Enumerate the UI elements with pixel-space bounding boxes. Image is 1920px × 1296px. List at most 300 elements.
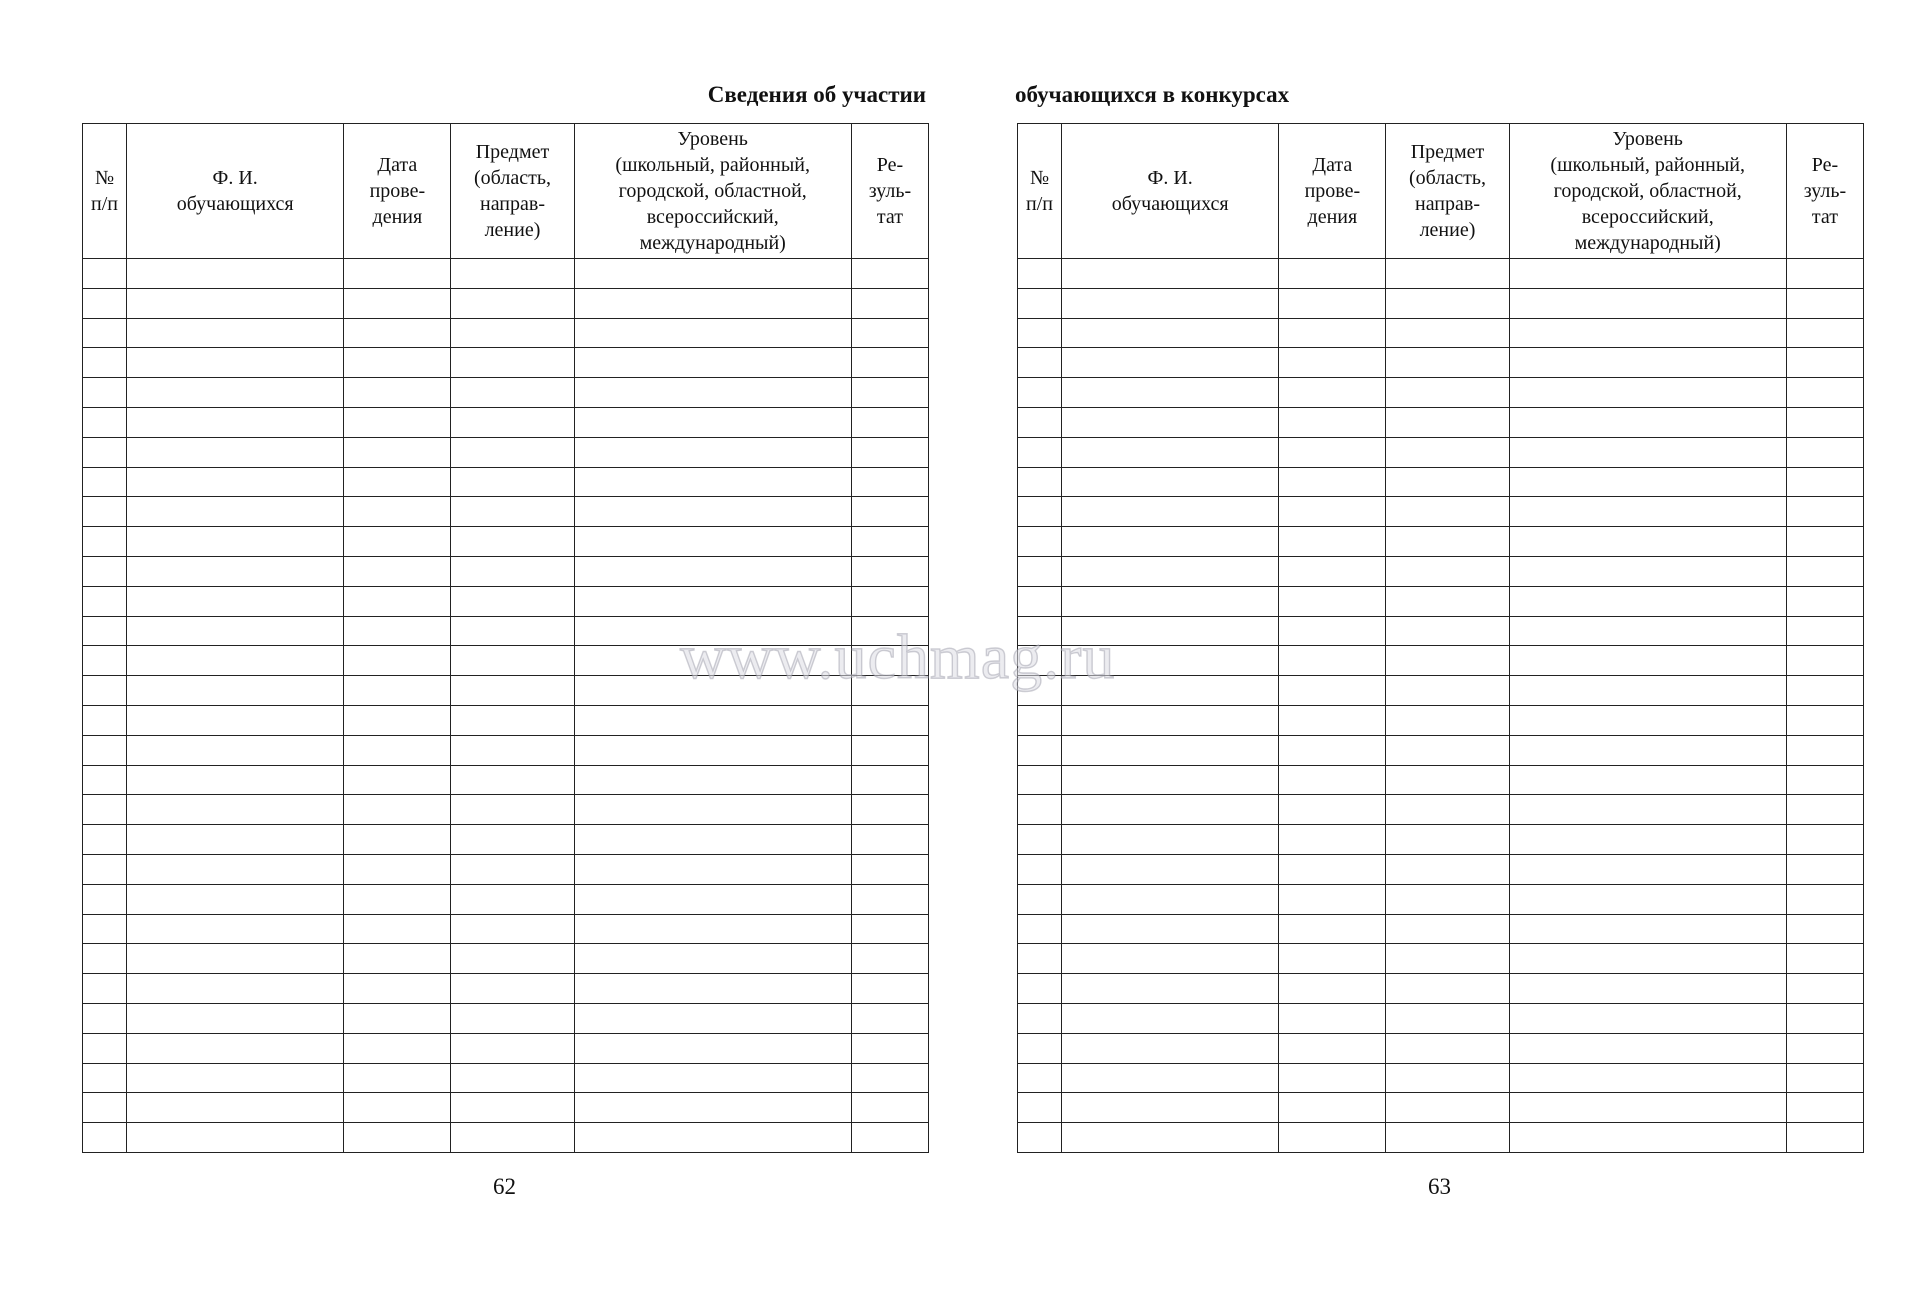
cell-name[interactable] bbox=[127, 586, 344, 616]
cell-num[interactable] bbox=[1018, 825, 1062, 855]
cell-subject[interactable] bbox=[451, 1063, 574, 1093]
cell-name[interactable] bbox=[127, 795, 344, 825]
cell-level[interactable] bbox=[1509, 974, 1786, 1004]
cell-level[interactable] bbox=[1509, 1123, 1786, 1153]
cell-name[interactable] bbox=[1062, 497, 1279, 527]
cell-date[interactable] bbox=[344, 795, 451, 825]
cell-name[interactable] bbox=[1062, 974, 1279, 1004]
cell-subject[interactable] bbox=[451, 735, 574, 765]
cell-result[interactable] bbox=[851, 1033, 928, 1063]
cell-name[interactable] bbox=[127, 527, 344, 557]
cell-level[interactable] bbox=[574, 1093, 851, 1123]
cell-subject[interactable] bbox=[1386, 288, 1509, 318]
cell-date[interactable] bbox=[1279, 795, 1386, 825]
cell-subject[interactable] bbox=[1386, 586, 1509, 616]
cell-level[interactable] bbox=[574, 348, 851, 378]
cell-subject[interactable] bbox=[451, 497, 574, 527]
cell-subject[interactable] bbox=[451, 884, 574, 914]
cell-num[interactable] bbox=[83, 914, 127, 944]
cell-date[interactable] bbox=[1279, 1033, 1386, 1063]
cell-subject[interactable] bbox=[451, 318, 574, 348]
cell-num[interactable] bbox=[1018, 676, 1062, 706]
cell-level[interactable] bbox=[1509, 735, 1786, 765]
cell-name[interactable] bbox=[127, 825, 344, 855]
cell-result[interactable] bbox=[851, 556, 928, 586]
cell-subject[interactable] bbox=[1386, 1033, 1509, 1063]
cell-result[interactable] bbox=[1786, 705, 1863, 735]
cell-subject[interactable] bbox=[1386, 1123, 1509, 1153]
cell-date[interactable] bbox=[1279, 765, 1386, 795]
cell-date[interactable] bbox=[1279, 288, 1386, 318]
cell-date[interactable] bbox=[344, 556, 451, 586]
cell-level[interactable] bbox=[574, 974, 851, 1004]
cell-subject[interactable] bbox=[1386, 348, 1509, 378]
cell-level[interactable] bbox=[574, 1033, 851, 1063]
cell-num[interactable] bbox=[83, 527, 127, 557]
cell-date[interactable] bbox=[344, 735, 451, 765]
cell-result[interactable] bbox=[1786, 1093, 1863, 1123]
cell-subject[interactable] bbox=[1386, 616, 1509, 646]
cell-subject[interactable] bbox=[451, 705, 574, 735]
cell-num[interactable] bbox=[83, 795, 127, 825]
cell-date[interactable] bbox=[344, 407, 451, 437]
cell-date[interactable] bbox=[344, 1063, 451, 1093]
cell-num[interactable] bbox=[1018, 378, 1062, 408]
cell-date[interactable] bbox=[344, 765, 451, 795]
cell-subject[interactable] bbox=[1386, 556, 1509, 586]
cell-date[interactable] bbox=[344, 318, 451, 348]
cell-subject[interactable] bbox=[451, 914, 574, 944]
cell-num[interactable] bbox=[1018, 795, 1062, 825]
cell-level[interactable] bbox=[574, 646, 851, 676]
cell-name[interactable] bbox=[127, 646, 344, 676]
cell-subject[interactable] bbox=[451, 527, 574, 557]
cell-name[interactable] bbox=[127, 1063, 344, 1093]
cell-date[interactable] bbox=[344, 527, 451, 557]
cell-date[interactable] bbox=[344, 944, 451, 974]
cell-date[interactable] bbox=[344, 1033, 451, 1063]
cell-level[interactable] bbox=[1509, 259, 1786, 289]
cell-result[interactable] bbox=[1786, 884, 1863, 914]
cell-level[interactable] bbox=[574, 1123, 851, 1153]
cell-result[interactable] bbox=[851, 735, 928, 765]
cell-num[interactable] bbox=[1018, 735, 1062, 765]
cell-level[interactable] bbox=[1509, 348, 1786, 378]
cell-result[interactable] bbox=[1786, 735, 1863, 765]
cell-subject[interactable] bbox=[451, 259, 574, 289]
cell-subject[interactable] bbox=[1386, 705, 1509, 735]
cell-name[interactable] bbox=[127, 944, 344, 974]
cell-result[interactable] bbox=[1786, 1003, 1863, 1033]
cell-date[interactable] bbox=[1279, 884, 1386, 914]
cell-name[interactable] bbox=[127, 1033, 344, 1063]
cell-result[interactable] bbox=[1786, 378, 1863, 408]
cell-date[interactable] bbox=[1279, 378, 1386, 408]
cell-num[interactable] bbox=[1018, 765, 1062, 795]
cell-date[interactable] bbox=[1279, 1003, 1386, 1033]
cell-name[interactable] bbox=[1062, 1003, 1279, 1033]
cell-name[interactable] bbox=[1062, 378, 1279, 408]
cell-name[interactable] bbox=[127, 288, 344, 318]
cell-result[interactable] bbox=[1786, 944, 1863, 974]
cell-result[interactable] bbox=[1786, 795, 1863, 825]
cell-level[interactable] bbox=[1509, 527, 1786, 557]
cell-name[interactable] bbox=[1062, 1063, 1279, 1093]
cell-num[interactable] bbox=[1018, 914, 1062, 944]
cell-level[interactable] bbox=[574, 259, 851, 289]
cell-level[interactable] bbox=[1509, 944, 1786, 974]
cell-result[interactable] bbox=[851, 944, 928, 974]
cell-level[interactable] bbox=[574, 378, 851, 408]
cell-num[interactable] bbox=[83, 586, 127, 616]
cell-date[interactable] bbox=[1279, 467, 1386, 497]
cell-level[interactable] bbox=[1509, 1093, 1786, 1123]
cell-date[interactable] bbox=[1279, 437, 1386, 467]
cell-subject[interactable] bbox=[451, 616, 574, 646]
cell-num[interactable] bbox=[1018, 497, 1062, 527]
cell-level[interactable] bbox=[574, 795, 851, 825]
cell-name[interactable] bbox=[127, 1123, 344, 1153]
cell-num[interactable] bbox=[83, 556, 127, 586]
cell-subject[interactable] bbox=[451, 854, 574, 884]
cell-name[interactable] bbox=[1062, 854, 1279, 884]
cell-date[interactable] bbox=[1279, 1093, 1386, 1123]
cell-subject[interactable] bbox=[451, 1003, 574, 1033]
cell-result[interactable] bbox=[851, 259, 928, 289]
cell-date[interactable] bbox=[344, 1093, 451, 1123]
cell-result[interactable] bbox=[851, 378, 928, 408]
cell-result[interactable] bbox=[851, 765, 928, 795]
cell-subject[interactable] bbox=[451, 437, 574, 467]
cell-name[interactable] bbox=[1062, 288, 1279, 318]
cell-subject[interactable] bbox=[451, 765, 574, 795]
cell-result[interactable] bbox=[851, 1123, 928, 1153]
cell-date[interactable] bbox=[1279, 527, 1386, 557]
cell-result[interactable] bbox=[1786, 765, 1863, 795]
cell-subject[interactable] bbox=[451, 825, 574, 855]
cell-name[interactable] bbox=[127, 914, 344, 944]
cell-name[interactable] bbox=[127, 884, 344, 914]
cell-subject[interactable] bbox=[1386, 467, 1509, 497]
cell-subject[interactable] bbox=[1386, 884, 1509, 914]
cell-subject[interactable] bbox=[451, 974, 574, 1004]
cell-level[interactable] bbox=[574, 467, 851, 497]
cell-subject[interactable] bbox=[1386, 1063, 1509, 1093]
cell-result[interactable] bbox=[1786, 288, 1863, 318]
cell-num[interactable] bbox=[1018, 1123, 1062, 1153]
cell-level[interactable] bbox=[1509, 437, 1786, 467]
cell-result[interactable] bbox=[1786, 527, 1863, 557]
cell-num[interactable] bbox=[1018, 974, 1062, 1004]
cell-subject[interactable] bbox=[451, 467, 574, 497]
cell-result[interactable] bbox=[851, 348, 928, 378]
cell-result[interactable] bbox=[851, 1063, 928, 1093]
cell-date[interactable] bbox=[344, 497, 451, 527]
cell-result[interactable] bbox=[1786, 854, 1863, 884]
cell-date[interactable] bbox=[344, 288, 451, 318]
cell-subject[interactable] bbox=[1386, 765, 1509, 795]
cell-num[interactable] bbox=[1018, 854, 1062, 884]
cell-name[interactable] bbox=[127, 1093, 344, 1123]
cell-num[interactable] bbox=[83, 854, 127, 884]
cell-subject[interactable] bbox=[451, 348, 574, 378]
cell-result[interactable] bbox=[851, 586, 928, 616]
cell-date[interactable] bbox=[1279, 676, 1386, 706]
cell-date[interactable] bbox=[1279, 735, 1386, 765]
cell-level[interactable] bbox=[574, 1003, 851, 1033]
cell-date[interactable] bbox=[1279, 318, 1386, 348]
cell-level[interactable] bbox=[574, 497, 851, 527]
cell-level[interactable] bbox=[574, 825, 851, 855]
cell-name[interactable] bbox=[127, 556, 344, 586]
cell-num[interactable] bbox=[83, 407, 127, 437]
cell-subject[interactable] bbox=[1386, 854, 1509, 884]
cell-level[interactable] bbox=[1509, 586, 1786, 616]
cell-name[interactable] bbox=[1062, 348, 1279, 378]
cell-date[interactable] bbox=[1279, 407, 1386, 437]
cell-date[interactable] bbox=[1279, 646, 1386, 676]
cell-result[interactable] bbox=[851, 914, 928, 944]
cell-level[interactable] bbox=[574, 527, 851, 557]
cell-date[interactable] bbox=[1279, 914, 1386, 944]
cell-result[interactable] bbox=[851, 407, 928, 437]
cell-num[interactable] bbox=[83, 1123, 127, 1153]
cell-result[interactable] bbox=[1786, 974, 1863, 1004]
cell-subject[interactable] bbox=[1386, 318, 1509, 348]
cell-result[interactable] bbox=[851, 288, 928, 318]
cell-date[interactable] bbox=[344, 378, 451, 408]
cell-num[interactable] bbox=[1018, 944, 1062, 974]
cell-level[interactable] bbox=[574, 407, 851, 437]
cell-num[interactable] bbox=[1018, 1003, 1062, 1033]
cell-subject[interactable] bbox=[451, 795, 574, 825]
cell-result[interactable] bbox=[1786, 586, 1863, 616]
cell-level[interactable] bbox=[1509, 616, 1786, 646]
cell-result[interactable] bbox=[851, 1003, 928, 1033]
cell-num[interactable] bbox=[83, 288, 127, 318]
cell-num[interactable] bbox=[83, 944, 127, 974]
cell-name[interactable] bbox=[1062, 1093, 1279, 1123]
cell-num[interactable] bbox=[83, 1063, 127, 1093]
cell-subject[interactable] bbox=[451, 646, 574, 676]
cell-num[interactable] bbox=[83, 884, 127, 914]
cell-num[interactable] bbox=[1018, 527, 1062, 557]
cell-num[interactable] bbox=[1018, 437, 1062, 467]
cell-name[interactable] bbox=[127, 676, 344, 706]
cell-name[interactable] bbox=[1062, 884, 1279, 914]
cell-result[interactable] bbox=[851, 1093, 928, 1123]
cell-name[interactable] bbox=[1062, 407, 1279, 437]
cell-date[interactable] bbox=[344, 348, 451, 378]
cell-result[interactable] bbox=[1786, 646, 1863, 676]
cell-num[interactable] bbox=[83, 646, 127, 676]
cell-subject[interactable] bbox=[1386, 914, 1509, 944]
cell-subject[interactable] bbox=[1386, 676, 1509, 706]
cell-num[interactable] bbox=[1018, 1033, 1062, 1063]
cell-level[interactable] bbox=[1509, 497, 1786, 527]
cell-date[interactable] bbox=[1279, 616, 1386, 646]
cell-level[interactable] bbox=[1509, 1033, 1786, 1063]
cell-level[interactable] bbox=[1509, 884, 1786, 914]
cell-name[interactable] bbox=[1062, 1123, 1279, 1153]
cell-subject[interactable] bbox=[1386, 825, 1509, 855]
cell-level[interactable] bbox=[574, 914, 851, 944]
cell-date[interactable] bbox=[344, 825, 451, 855]
cell-date[interactable] bbox=[344, 1003, 451, 1033]
cell-subject[interactable] bbox=[1386, 1093, 1509, 1123]
cell-num[interactable] bbox=[83, 974, 127, 1004]
cell-result[interactable] bbox=[851, 705, 928, 735]
cell-name[interactable] bbox=[127, 318, 344, 348]
cell-date[interactable] bbox=[1279, 974, 1386, 1004]
cell-subject[interactable] bbox=[1386, 527, 1509, 557]
cell-result[interactable] bbox=[1786, 259, 1863, 289]
cell-result[interactable] bbox=[1786, 437, 1863, 467]
cell-num[interactable] bbox=[1018, 348, 1062, 378]
cell-subject[interactable] bbox=[1386, 944, 1509, 974]
cell-name[interactable] bbox=[1062, 437, 1279, 467]
cell-num[interactable] bbox=[83, 318, 127, 348]
cell-name[interactable] bbox=[127, 497, 344, 527]
cell-level[interactable] bbox=[1509, 1063, 1786, 1093]
cell-result[interactable] bbox=[851, 825, 928, 855]
cell-date[interactable] bbox=[1279, 497, 1386, 527]
cell-level[interactable] bbox=[1509, 288, 1786, 318]
cell-subject[interactable] bbox=[1386, 795, 1509, 825]
cell-result[interactable] bbox=[851, 616, 928, 646]
cell-num[interactable] bbox=[83, 467, 127, 497]
cell-level[interactable] bbox=[574, 288, 851, 318]
cell-date[interactable] bbox=[344, 974, 451, 1004]
cell-level[interactable] bbox=[574, 586, 851, 616]
cell-num[interactable] bbox=[83, 1033, 127, 1063]
cell-date[interactable] bbox=[344, 259, 451, 289]
cell-num[interactable] bbox=[83, 705, 127, 735]
cell-num[interactable] bbox=[1018, 1063, 1062, 1093]
cell-num[interactable] bbox=[83, 437, 127, 467]
cell-name[interactable] bbox=[1062, 616, 1279, 646]
cell-num[interactable] bbox=[1018, 318, 1062, 348]
cell-date[interactable] bbox=[344, 616, 451, 646]
cell-result[interactable] bbox=[851, 437, 928, 467]
cell-name[interactable] bbox=[1062, 646, 1279, 676]
cell-result[interactable] bbox=[1786, 318, 1863, 348]
cell-num[interactable] bbox=[83, 378, 127, 408]
cell-subject[interactable] bbox=[451, 944, 574, 974]
cell-date[interactable] bbox=[1279, 1123, 1386, 1153]
cell-name[interactable] bbox=[1062, 586, 1279, 616]
cell-subject[interactable] bbox=[451, 1123, 574, 1153]
cell-num[interactable] bbox=[83, 735, 127, 765]
cell-level[interactable] bbox=[1509, 825, 1786, 855]
cell-date[interactable] bbox=[344, 646, 451, 676]
cell-num[interactable] bbox=[1018, 884, 1062, 914]
cell-result[interactable] bbox=[1786, 1033, 1863, 1063]
cell-name[interactable] bbox=[127, 765, 344, 795]
cell-num[interactable] bbox=[1018, 407, 1062, 437]
cell-subject[interactable] bbox=[451, 676, 574, 706]
cell-level[interactable] bbox=[574, 705, 851, 735]
cell-num[interactable] bbox=[1018, 1093, 1062, 1123]
cell-date[interactable] bbox=[1279, 825, 1386, 855]
cell-result[interactable] bbox=[851, 646, 928, 676]
cell-name[interactable] bbox=[1062, 825, 1279, 855]
cell-name[interactable] bbox=[127, 616, 344, 646]
cell-level[interactable] bbox=[574, 676, 851, 706]
cell-name[interactable] bbox=[127, 467, 344, 497]
cell-result[interactable] bbox=[1786, 1123, 1863, 1153]
cell-level[interactable] bbox=[574, 735, 851, 765]
cell-result[interactable] bbox=[1786, 348, 1863, 378]
cell-result[interactable] bbox=[851, 676, 928, 706]
cell-name[interactable] bbox=[1062, 318, 1279, 348]
cell-name[interactable] bbox=[127, 348, 344, 378]
cell-date[interactable] bbox=[344, 884, 451, 914]
cell-date[interactable] bbox=[1279, 854, 1386, 884]
cell-subject[interactable] bbox=[1386, 497, 1509, 527]
cell-date[interactable] bbox=[1279, 586, 1386, 616]
cell-name[interactable] bbox=[1062, 1033, 1279, 1063]
cell-level[interactable] bbox=[574, 765, 851, 795]
cell-level[interactable] bbox=[1509, 318, 1786, 348]
cell-name[interactable] bbox=[1062, 765, 1279, 795]
cell-result[interactable] bbox=[1786, 825, 1863, 855]
cell-name[interactable] bbox=[1062, 944, 1279, 974]
cell-num[interactable] bbox=[83, 676, 127, 706]
cell-num[interactable] bbox=[83, 616, 127, 646]
cell-level[interactable] bbox=[1509, 914, 1786, 944]
cell-level[interactable] bbox=[574, 556, 851, 586]
cell-level[interactable] bbox=[1509, 378, 1786, 408]
cell-subject[interactable] bbox=[1386, 646, 1509, 676]
cell-level[interactable] bbox=[574, 318, 851, 348]
cell-name[interactable] bbox=[1062, 259, 1279, 289]
cell-subject[interactable] bbox=[451, 1093, 574, 1123]
cell-num[interactable] bbox=[1018, 259, 1062, 289]
cell-level[interactable] bbox=[1509, 854, 1786, 884]
cell-date[interactable] bbox=[1279, 556, 1386, 586]
cell-subject[interactable] bbox=[1386, 735, 1509, 765]
cell-num[interactable] bbox=[1018, 616, 1062, 646]
cell-name[interactable] bbox=[1062, 556, 1279, 586]
cell-num[interactable] bbox=[83, 765, 127, 795]
cell-result[interactable] bbox=[851, 884, 928, 914]
cell-name[interactable] bbox=[127, 735, 344, 765]
cell-num[interactable] bbox=[1018, 646, 1062, 676]
cell-name[interactable] bbox=[127, 378, 344, 408]
cell-name[interactable] bbox=[1062, 467, 1279, 497]
cell-name[interactable] bbox=[127, 437, 344, 467]
cell-level[interactable] bbox=[1509, 556, 1786, 586]
cell-level[interactable] bbox=[1509, 646, 1786, 676]
cell-num[interactable] bbox=[83, 1093, 127, 1123]
cell-num[interactable] bbox=[83, 348, 127, 378]
cell-name[interactable] bbox=[1062, 914, 1279, 944]
cell-result[interactable] bbox=[851, 497, 928, 527]
cell-date[interactable] bbox=[1279, 705, 1386, 735]
cell-result[interactable] bbox=[851, 527, 928, 557]
cell-level[interactable] bbox=[1509, 467, 1786, 497]
cell-num[interactable] bbox=[1018, 586, 1062, 616]
cell-level[interactable] bbox=[574, 854, 851, 884]
cell-name[interactable] bbox=[1062, 735, 1279, 765]
cell-result[interactable] bbox=[1786, 556, 1863, 586]
cell-date[interactable] bbox=[344, 914, 451, 944]
cell-level[interactable] bbox=[1509, 676, 1786, 706]
cell-num[interactable] bbox=[83, 1003, 127, 1033]
cell-name[interactable] bbox=[127, 854, 344, 884]
cell-subject[interactable] bbox=[451, 378, 574, 408]
